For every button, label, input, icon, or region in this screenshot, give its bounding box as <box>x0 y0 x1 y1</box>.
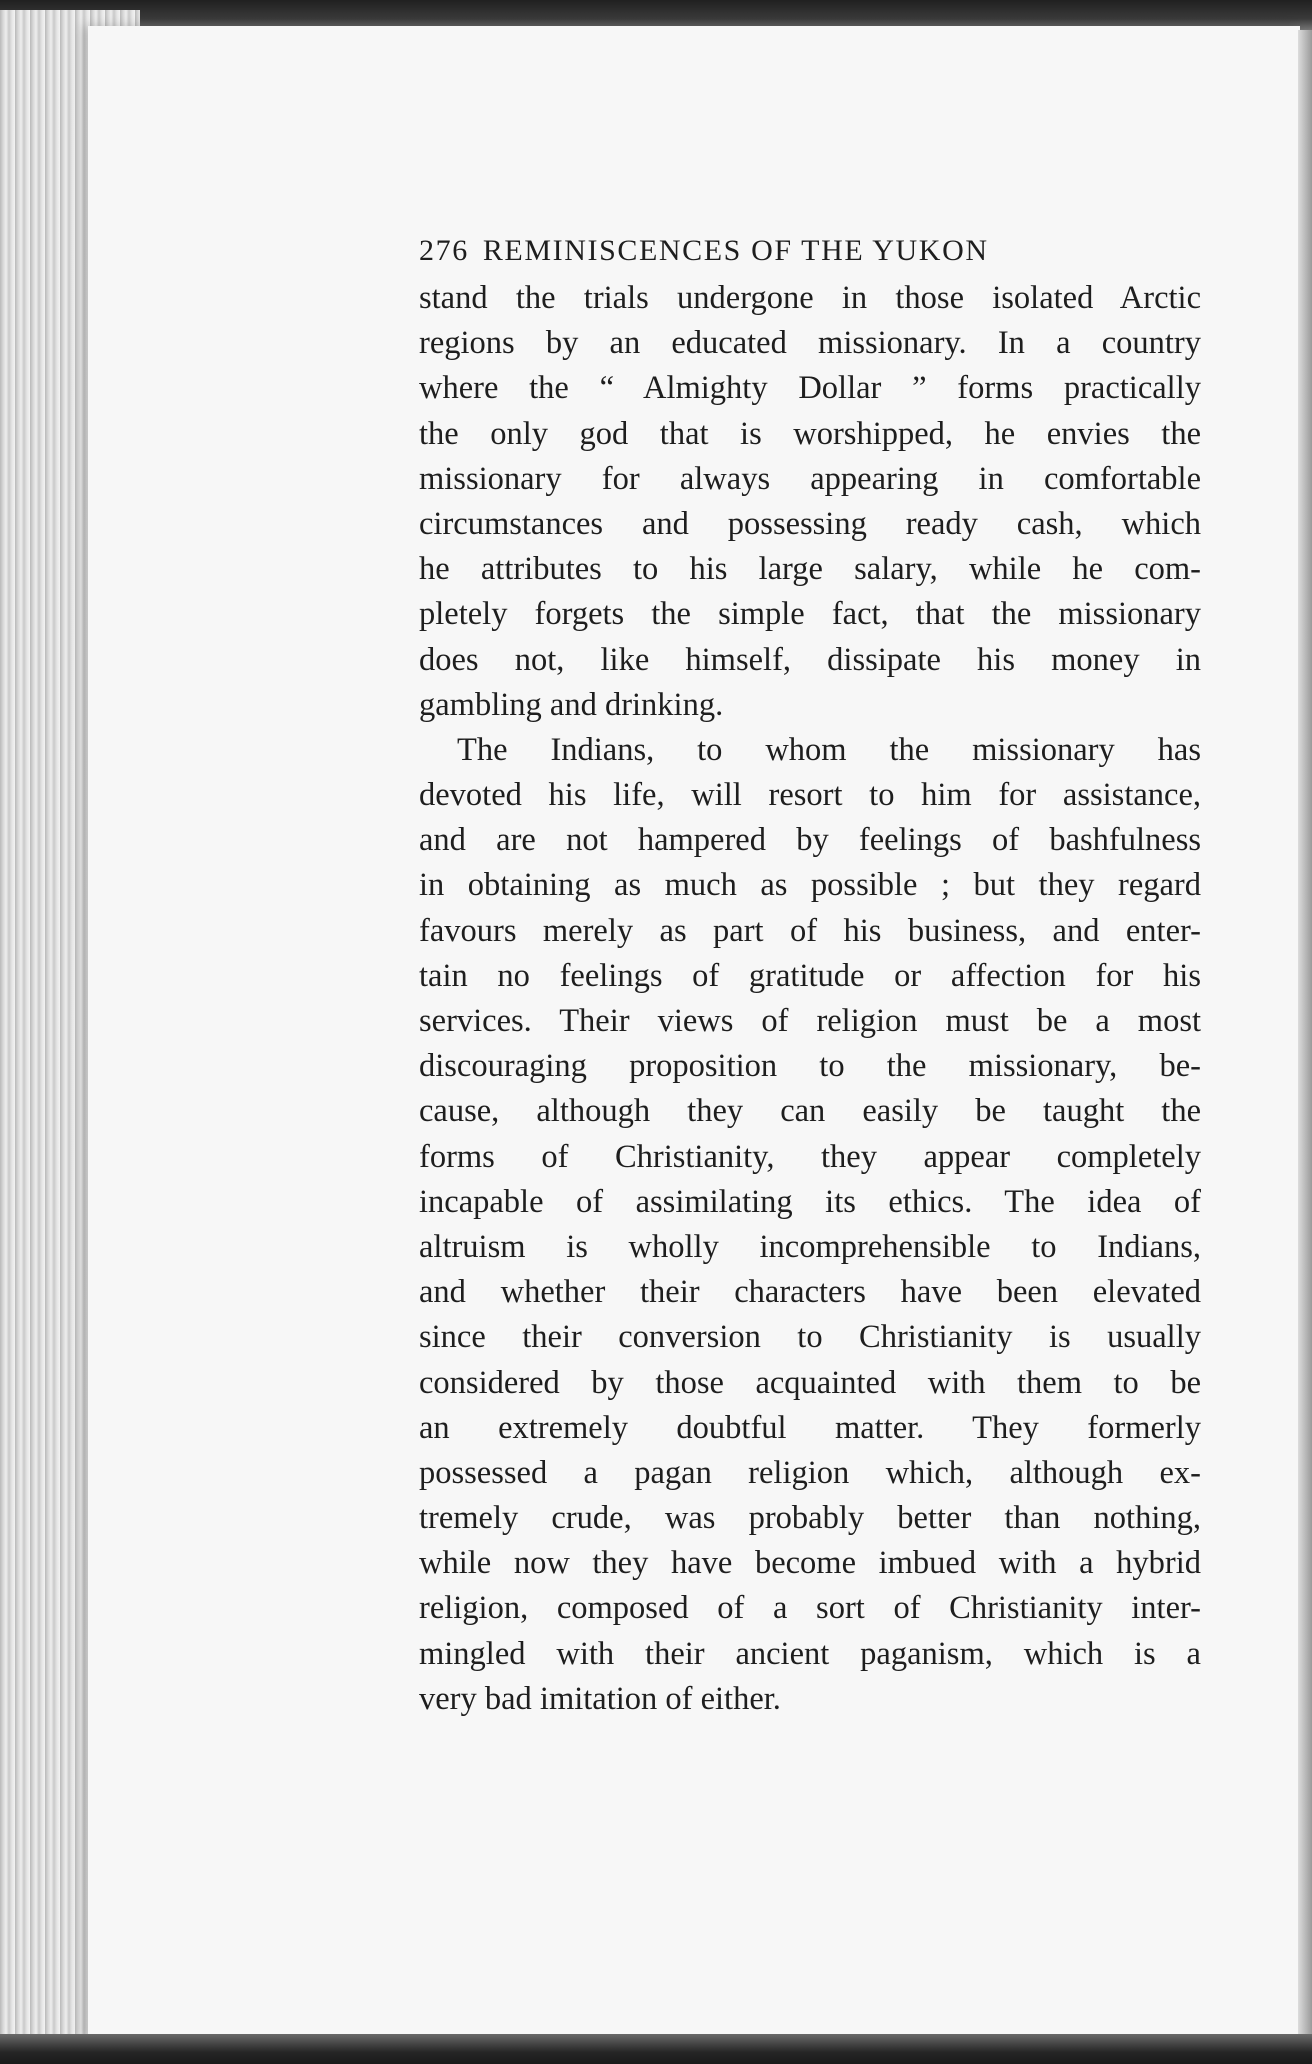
text-line: tremely crude, was probably better than nothing, <box>419 1500 1201 1537</box>
text-line: considered by those acquainted with them to be <box>419 1364 1201 1401</box>
page-number: 276 <box>419 234 469 267</box>
text-line: missionary for always appearing in comfortable <box>419 460 1201 497</box>
text-line: mingled with their ancient paganism, which is a <box>419 1635 1201 1672</box>
text-line: pletely forgets the simple fact, that the missionary <box>419 596 1201 633</box>
text-line: an extremely doubtful matter. They formerly <box>419 1409 1201 1446</box>
text-line: he attributes to his large salary, while he com- <box>419 551 1201 588</box>
text-line: since their conversion to Christianity is usually <box>419 1319 1201 1356</box>
text-line: where the “ Almighty Dollar ” forms practically <box>419 370 1201 407</box>
scan-bottom-edge <box>0 2034 1312 2064</box>
text-line: does not, like himself, dissipate his money in <box>419 641 1201 678</box>
running-title: REMINISCENCES OF THE YUKON <box>482 234 989 267</box>
text-line: and are not hampered by feelings of bashfulness <box>419 822 1201 859</box>
text-line: religion, composed of a sort of Christianity inter- <box>419 1590 1201 1627</box>
text-line: forms of Christianity, they appear completely <box>419 1138 1201 1175</box>
text-line: The Indians, to whom the missionary has <box>457 731 1201 768</box>
text-line: altruism is wholly incomprehensible to Indians, <box>419 1228 1201 1265</box>
scan-right-edge <box>1298 30 1312 2040</box>
text-line: the only god that is worshipped, he envies the <box>419 415 1201 452</box>
text-line: gambling and drinking. <box>419 686 724 723</box>
text-line: devoted his life, will resort to him for assistance, <box>419 777 1201 814</box>
text-line: tain no feelings of gratitude or affection for his <box>419 957 1201 994</box>
text-line: circumstances and possessing ready cash, which <box>419 505 1201 542</box>
text-line: very bad imitation of either. <box>419 1680 781 1717</box>
text-line: favours merely as part of his business, and enter- <box>419 912 1201 949</box>
running-head <box>419 228 1201 274</box>
text-line: while now they have become imbued with a hybrid <box>419 1545 1201 1582</box>
paragraph-1 <box>419 276 1201 728</box>
text-line: in obtaining as much as possible ; but they regard <box>419 867 1201 904</box>
paragraph-2 <box>419 728 1201 1722</box>
page-content <box>419 228 1201 1722</box>
text-line: services. Their views of religion must be a most <box>419 1003 1201 1039</box>
text-line: discouraging proposition to the missionary, be- <box>419 1048 1201 1085</box>
text-line: and whether their characters have been elevated <box>419 1274 1201 1311</box>
text-line: regions by an educated missionary. In a country <box>419 325 1201 362</box>
text-line: incapable of assimilating its ethics. The idea of <box>419 1183 1201 1220</box>
text-line: stand the trials undergone in those isolated Arctic <box>419 280 1201 316</box>
text-line: possessed a pagan religion which, although ex- <box>419 1454 1201 1491</box>
text-line: cause, although they can easily be taught the <box>419 1093 1201 1130</box>
